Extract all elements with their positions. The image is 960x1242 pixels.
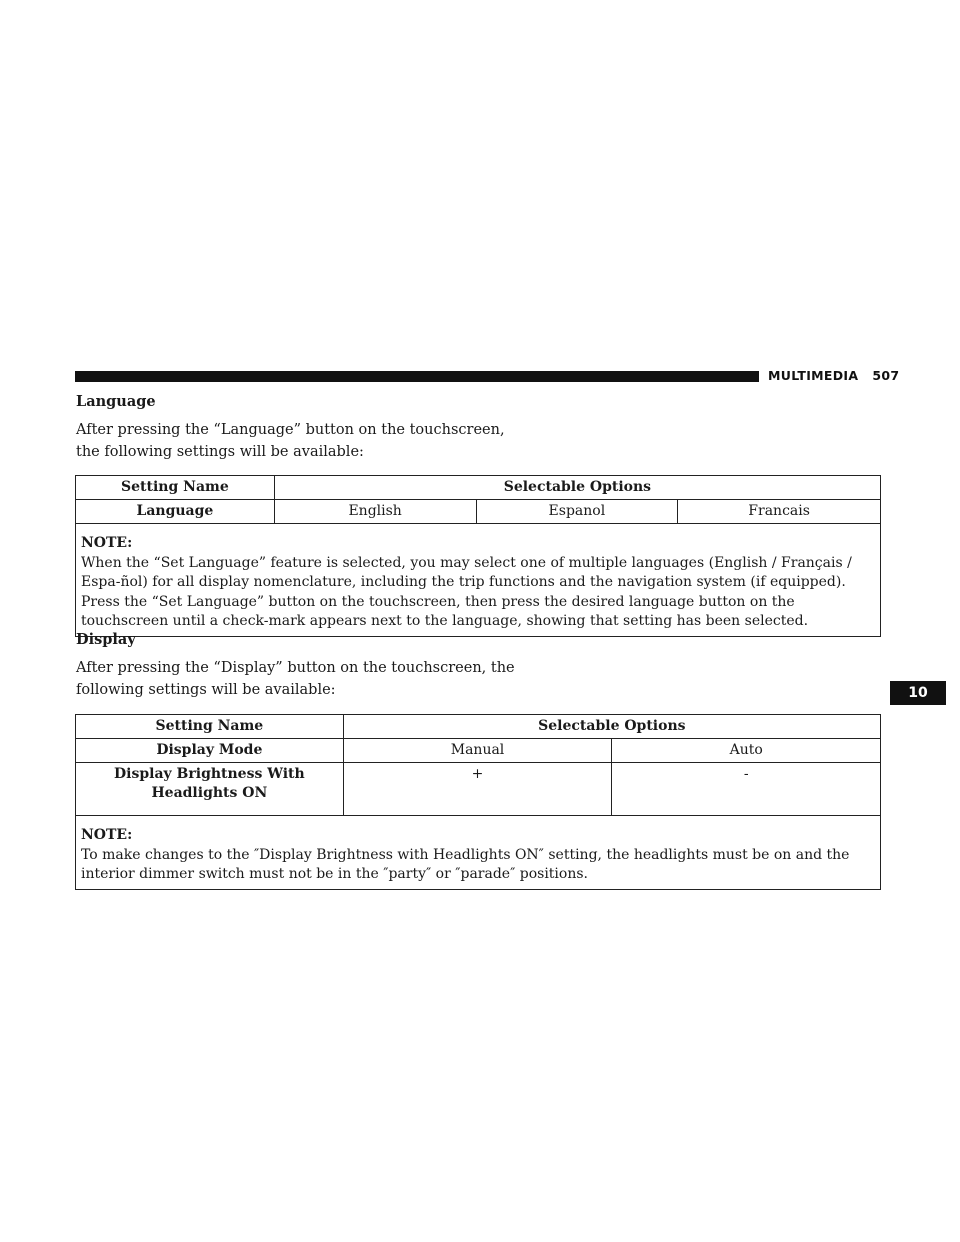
language-heading: Language — [76, 393, 156, 410]
table-row — [76, 739, 881, 763]
selectable-options-header: Selectable Options — [343, 715, 880, 739]
table-header-row — [76, 715, 881, 739]
display-intro — [76, 657, 515, 701]
note-row — [76, 816, 881, 890]
language-intro-line1: After pressing the “Language” button on the touchscreen, — [76, 422, 505, 438]
language-settings-table — [75, 475, 881, 637]
display-heading: Display — [76, 631, 136, 648]
setting-name-header: Setting Name — [76, 476, 275, 500]
note-row — [76, 524, 881, 637]
language-intro-line2: the following settings will be available: — [76, 444, 364, 460]
setting-name-header: Setting Name — [76, 715, 344, 739]
note-text: When the “Set Language” feature is selected, you may select one of multiple languages (English / Français / Espa-ñol) for all display nomenclature, including the trip functions and the navigation system (if equipped). Press the “Set Language” button on the touchscreen, then press the desired language button on the touchscreen until a check-mark appears next to the language, showing that setting has been selected. — [81, 554, 852, 629]
option-cell: - — [612, 763, 881, 816]
language-note — [76, 524, 881, 637]
display-intro-line2: following settings will be available: — [76, 682, 336, 698]
table-row — [76, 500, 881, 524]
table-header-row — [76, 476, 881, 500]
option-cell: + — [343, 763, 612, 816]
display-intro-line1: After pressing the “Display” button on the touchscreen, the — [76, 660, 515, 676]
section-title: MULTIMEDIA — [768, 368, 859, 383]
language-intro — [76, 419, 505, 463]
display-note — [76, 816, 881, 890]
setting-name-cell: Display Mode — [76, 739, 344, 763]
table-row — [76, 763, 881, 816]
selectable-options-header: Selectable Options — [274, 476, 880, 500]
option-cell: English — [274, 500, 476, 524]
note-title: NOTE: — [81, 827, 133, 843]
setting-name-cell: Language — [76, 500, 275, 524]
running-header — [768, 368, 899, 383]
setting-name-cell: Display Brightness With Headlights ON — [76, 763, 344, 816]
display-settings-table — [75, 714, 881, 890]
chapter-tab: 10 — [890, 681, 946, 705]
page-number: 507 — [872, 368, 900, 383]
option-cell: Manual — [343, 739, 612, 763]
option-cell: Espanol — [476, 500, 678, 524]
option-cell: Francais — [678, 500, 881, 524]
option-cell: Auto — [612, 739, 881, 763]
header-rule — [75, 371, 759, 382]
note-title: NOTE: — [81, 535, 133, 551]
note-text: To make changes to the ″Display Brightness with Headlights ON″ setting, the headlights must be on and the interior dimmer switch must not be in the ″party″ or ″parade″ positions. — [81, 846, 850, 882]
